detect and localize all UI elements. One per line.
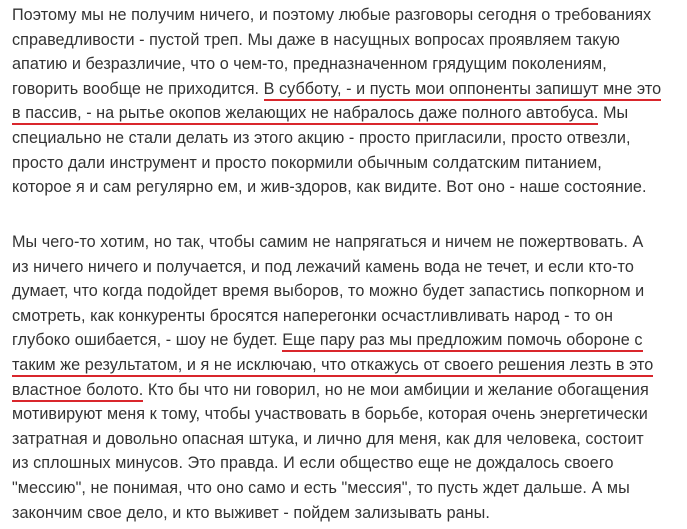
text-line (12, 476, 680, 501)
text-segment: Кто бы что ни говорил, но не мои амбиции и желание обогащения (143, 380, 649, 399)
text-line (12, 451, 680, 476)
text-segment: закончим свое дело, и кто выживет - пойдем зализывать раны. (12, 503, 490, 522)
text-segment: которое я и сам регулярно ем, и жив-здоров, как видите. Вот оно - наше состояние. (12, 178, 647, 197)
text-segment: "мессию", не понимая, что оно само и есть "мессия", то пусть ждет дальше. А мы (12, 478, 630, 497)
text-segment: справедливости - пустой треп. Мы даже в насущных вопросах проявляем такую (12, 30, 620, 49)
text-segment: специально не стали делать из этого акцию - просто пригласили, просто отвезли, (12, 128, 631, 147)
text-segment: Мы (598, 104, 629, 123)
text-segment: из ничего ничего и получается, и под лежачий камень вода не течет, и если кто-то (12, 257, 634, 276)
text-segment: Поэтому мы не получим ничего, и поэтому любые разговоры сегодня о требованиях (12, 6, 652, 24)
text-line (12, 427, 680, 452)
text-line (12, 230, 680, 255)
text-line (12, 328, 680, 353)
text-line (12, 175, 680, 200)
text-line (12, 353, 680, 378)
text-segment: думает, что когда подойдет время выборов, то можно будет запастись попкорном и (12, 282, 645, 301)
text-line (12, 402, 680, 427)
text-line (12, 77, 680, 102)
text-segment: говорить вообще не приходится. (12, 79, 264, 98)
text-line (12, 3, 680, 28)
text-line (12, 255, 680, 280)
text-segment: смотреть, как конкуренты бросятся наперегонки осчастливливать народ - то он (12, 306, 614, 325)
text-segment: из сплошных минусов. Это правда. И если общество еще не дождалось своего (12, 454, 614, 473)
text-line (12, 378, 680, 403)
text-line (12, 52, 680, 77)
text-segment: просто дали инструмент и просто покормили обычным солдатским питанием, (12, 153, 602, 172)
article-paragraph-2 (12, 230, 680, 525)
text-segment: мотивируют меня к тому, чтобы участвовать в борьбе, которая очень энергетически (12, 405, 648, 424)
text-line (12, 501, 680, 526)
text-line (12, 304, 680, 329)
highlighted-text: таким же результатом, и я не исключаю, что откажусь от своего решения лезть в это (12, 356, 653, 377)
text-line (12, 126, 680, 151)
text-line (12, 101, 680, 126)
text-line (12, 151, 680, 176)
text-segment: Мы чего-то хотим, но так, чтобы самим не напрягаться и ничем не пожертвовать. А (12, 233, 644, 251)
text-line (12, 279, 680, 304)
article-paragraph-1 (12, 3, 680, 200)
highlighted-text: в пассив, - на рытье окопов желающих не набралось даже полного автобуса. (12, 104, 598, 125)
text-segment: апатию и безразличие, что о чем-то, предназначенном грядущим поколениям, (12, 55, 607, 74)
highlighted-text: Еще пару раз мы предложим помочь обороне с (282, 331, 642, 352)
highlighted-text: властное болото. (12, 381, 143, 402)
text-segment: глубоко ошибается, - шоу не будет. (12, 331, 283, 350)
highlighted-text: В субботу, - и пусть мои оппоненты запишут мне это (264, 80, 662, 101)
text-line (12, 28, 680, 53)
text-segment: затратная и довольно опасная штука, и лично для меня, как для человека, состоит (12, 429, 644, 448)
